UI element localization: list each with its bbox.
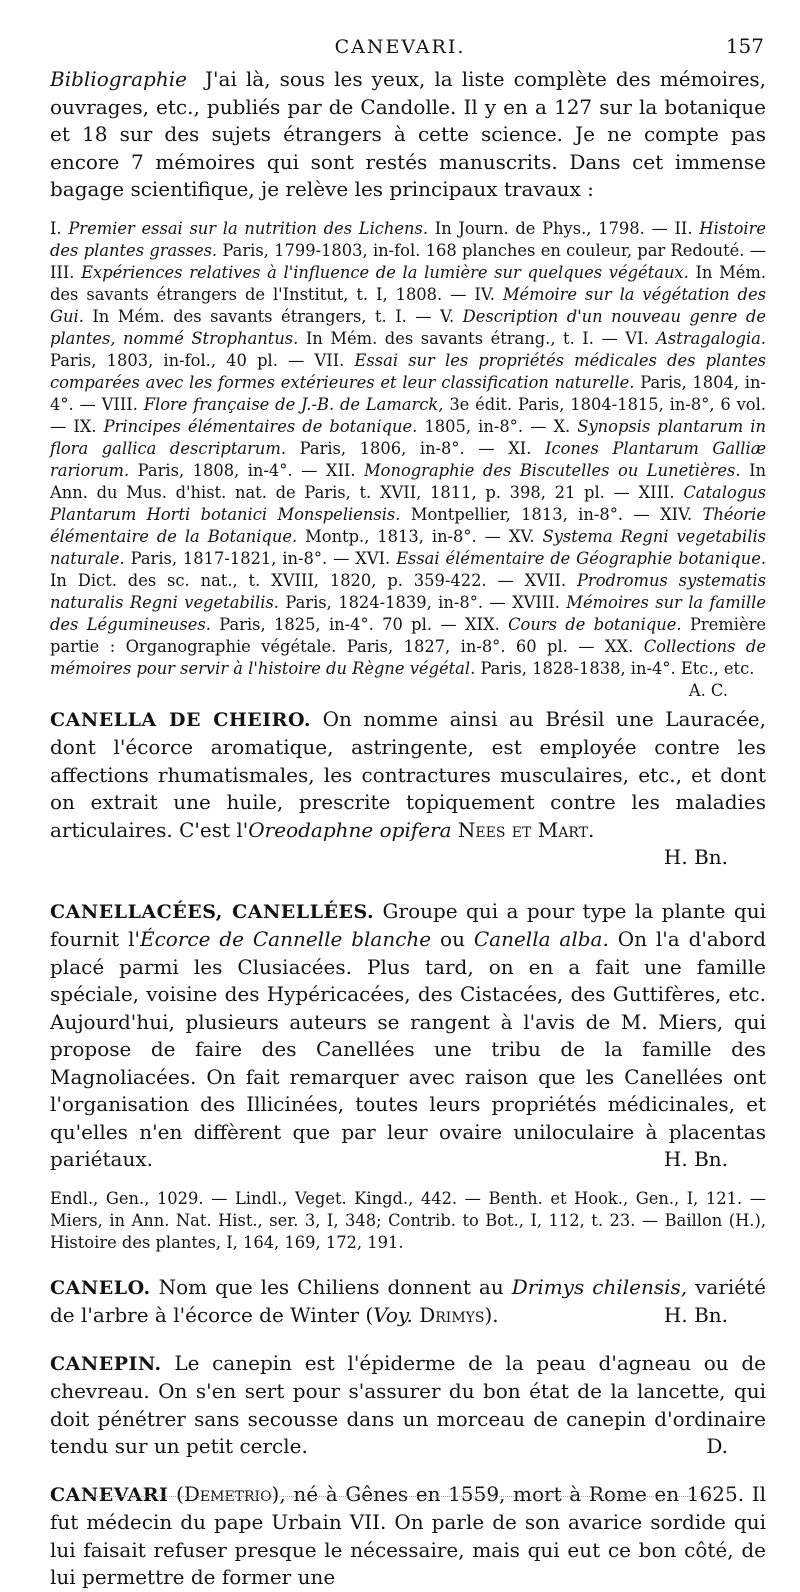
- work-details: In Dict. des sc. nat., t. XVIII, 1820, p. 359-422. —: [50, 570, 514, 590]
- work-details: Paris, 1803, in-fol., 40 pl. —: [50, 350, 305, 370]
- works-signature: A. C.: [688, 680, 728, 700]
- work-title: Théorie élémentaire de la Botanique.: [50, 504, 766, 546]
- canevari-text: né à Gênes en 1559, mort à Rome en 1625. Il fut médecin du pape Urbain VII. On parle de son avarice sordide qui lui faisait refuser presque le nécessaire, mais qui eut ce bon côté, de lui permettre de former une: [50, 1481, 766, 1589]
- headword-canepin: CANEPIN.: [50, 1352, 162, 1375]
- work-title: Histoire des plantes grasses.: [50, 218, 766, 260]
- work-details: In Ann. du Mus. d'hist. nat. de Paris, t. XVII, 1811, p. 398, 21 pl. —: [50, 460, 766, 502]
- canelo-ref: Drimys).: [412, 1303, 499, 1327]
- work-details: Montp., 1813, in-8°. —: [305, 526, 501, 546]
- work-details: Paris, 1828-1838, in-4°. Etc., etc.: [480, 658, 755, 678]
- work-number: II.: [674, 218, 693, 238]
- headword-canelo: CANELO.: [50, 1276, 151, 1299]
- canellacees-text-1: Groupe qui a pour type la plante qui fournit l': [50, 898, 767, 951]
- work-details: Première partie : Organographie végétale. Paris, 1827, in-8°. 60 pl. —: [50, 614, 767, 656]
- work-number: XII.: [325, 460, 356, 480]
- work-number: XVII.: [524, 570, 567, 590]
- canelo-signature: H. Bn.: [663, 1303, 728, 1327]
- work-title: Astragalogia.: [656, 328, 766, 348]
- canella-text: On nomme ainsi au Brésil une Lauracée, dont l'écorce aromatique, astringente, est employée contre les affections rhumatismales, les contractures musculaires, etc., et dont on extrait une huile, prescrite topiquement contre les maladies articulaires. C'est l': [50, 706, 766, 842]
- work-details: In Mém. des savants étrangers, t. I. —: [92, 306, 432, 326]
- canelo-text-1: Nom que les Chiliens donnent au: [158, 1274, 512, 1299]
- work-title: Catalogus Plantarum Horti botanici Monspeliensis.: [50, 482, 767, 524]
- work-item: [50, 219, 675, 238]
- work-number: X.: [553, 416, 571, 436]
- canellacees-references: Endl., Gen., 1029. — Lindl., Veget. Kingd., 442. — Benth. et Hook., Gen., I, 121. — Miers, in Ann. Nat. Hist., ser. 3, I, 348; Contrib. to Bot., I, 112, t. 23. — Baillon (H.), Histoire des plantes, I, 164, 169, 172, 191.: [50, 1188, 766, 1252]
- work-details: Paris, 1806, in-8°. —: [299, 438, 495, 458]
- work-number: IV.: [474, 284, 495, 304]
- canepin-text: Le canepin est l'épiderme de la peau d'agneau ou de chevreau. On s'en sert pour s'assurer du bon état de la lancette, qui doit pénétrer sans secousse dans un morceau de canepin d'ordinaire tendu sur un petit cercle.: [50, 1350, 766, 1458]
- work-item: [73, 417, 553, 436]
- bibliographie-text: J'ai là, sous les yeux, la liste complète des mémoires, ouvrages, etc., publiés par de Candolle. Il y en a 127 sur la botanique et 18 sur des sujets étrangers à cette science. Je ne compte pas encore 7 mémoires qui sont restés manuscrits. Dans cet immense bagage scientifique, je relève les principaux travaux :: [50, 67, 766, 201]
- work-number: VIII.: [101, 394, 138, 414]
- canelo-text-2: variété de l'arbre à l'écorce de Winter (: [50, 1274, 767, 1327]
- canellacees-italic-2: Canella alba.: [473, 927, 609, 951]
- work-number: XVIII.: [512, 592, 560, 612]
- canella-authors: Nees et Mart.: [457, 817, 595, 842]
- canellacees-text-3: On l'a d'abord placé parmi les Clusiacées. Plus tard, on en a fait une famille spéciale, voisine des Hypéricacées, des Cistacées, des Guttifères, etc. Aujourd'hui, plusieurs auteurs se rangent à l'avis de M. Miers, qui propose de faire des Canellées une tribu de la famille des Magnoliacées. On fait remarquer avec raison que les Canellées ont l'organisation des Illicinées, toutes leurs propriétés médicinales, et qu'elles n'en diffèrent que par leur ovaire uniloculaire à placentas pariétaux.: [50, 927, 767, 1171]
- work-details: Paris, 1799-1803, in-fol. 168 planches en couleur, par Redouté. —: [222, 240, 766, 260]
- bottom-rule: [90, 1496, 710, 1497]
- work-details: Paris, 1804, in-4°. —: [50, 372, 766, 414]
- canellacees-signature: H. Bn.: [663, 1147, 728, 1171]
- work-title: Flore française de J.-B. de Lamarck,: [143, 394, 444, 414]
- running-head: [0, 34, 800, 60]
- work-number: III.: [50, 262, 75, 282]
- work-number: XIII.: [638, 482, 675, 502]
- work-details: 3e édit. Paris, 1804-1815, in-8°, 6 vol. —: [50, 394, 766, 436]
- work-title: Cours de botanique.: [508, 614, 682, 634]
- work-number: V.: [440, 306, 455, 326]
- work-details: 1805, in-8°. —: [424, 416, 547, 436]
- work-title: Mémoire sur la végétation des Gui.: [50, 284, 766, 326]
- works-list: [50, 218, 767, 700]
- work-details: Paris, 1817-1821, in-8°. —: [130, 548, 350, 568]
- work-details: Paris, 1808, in-4°. —: [137, 460, 318, 480]
- canelo-species: Drimys chilensis,: [511, 1274, 688, 1299]
- canella-species: Oreodaphne opifera: [248, 817, 452, 842]
- work-details: Montpellier, 1813, in-8°. —: [410, 504, 650, 524]
- work-number: VII.: [314, 350, 345, 370]
- running-title: CANEVARI.: [334, 36, 466, 58]
- canelo-voy: Voy.: [373, 1303, 413, 1327]
- canella-signature: H. Bn.: [663, 845, 728, 869]
- work-number: I.: [50, 218, 62, 238]
- canepin-signature: D.: [706, 1434, 728, 1458]
- entry-canella-de-cheiro: [50, 706, 766, 845]
- work-number: IX.: [73, 416, 97, 436]
- canellacees-text-2: ou: [431, 927, 474, 951]
- work-number: XI.: [508, 438, 532, 458]
- bibliographie-label: Bibliographie: [50, 67, 187, 91]
- entry-canelo: [50, 1274, 766, 1330]
- work-details: Paris, 1825, in-4°. 70 pl. —: [219, 614, 457, 634]
- work-details: Paris, 1824-1839, in-8°. —: [285, 592, 506, 612]
- work-title: Essai élémentaire de Géographie botanique.: [396, 548, 766, 568]
- body-text: [50, 66, 766, 1592]
- headword-canellacees: CANELLACÉES, CANELLÉES.: [50, 900, 375, 923]
- work-details: In Mém. des savants étrang., t. I. —: [305, 328, 618, 348]
- entry-canellacees: [50, 898, 766, 1174]
- headword-canevari: CANEVARI: [50, 1483, 169, 1506]
- work-number: XV.: [508, 526, 535, 546]
- work-title: Expériences relatives à l'influence de la lumière sur quelques végétaux.: [81, 262, 689, 282]
- work-title: Premier essai sur la nutrition des Lichens.: [68, 218, 429, 238]
- page-number: 157: [725, 34, 764, 58]
- work-title: Icones Plantarum Galliæ rariorum.: [50, 438, 766, 480]
- work-number: VI.: [625, 328, 649, 348]
- work-title: Prodromus systematis naturalis Regni vegetabilis.: [50, 570, 766, 612]
- work-number: XVI.: [355, 548, 391, 568]
- work-title: Monographie des Biscutelles ou Lunetières.: [364, 460, 741, 480]
- work-title: Systema Regni vegetabilis naturale.: [50, 526, 767, 568]
- work-details: In Journ. de Phys., 1798. —: [434, 218, 668, 238]
- work-title: Essai sur les propriétés médicales des plantes comparées avec les formes extérieures et leur classification naturelle.: [50, 350, 766, 392]
- entry-canevari: [50, 1481, 766, 1592]
- work-number: XIX.: [464, 614, 500, 634]
- entry-canepin: [50, 1350, 766, 1461]
- work-number: XIV.: [660, 504, 693, 524]
- canellacees-italic-1: Écorce de Cannelle blanche: [140, 927, 432, 951]
- canevari-name: (Demetrio),: [176, 1481, 286, 1506]
- work-title: Synopsis plantarum in flora gallica descriptarum.: [50, 416, 766, 458]
- bibliographie-paragraph: [50, 66, 766, 204]
- work-title: Mémoires sur la famille des Légumineuses.: [50, 592, 766, 634]
- headword-canella-de-cheiro: CANELLA DE CHEIRO.: [50, 708, 312, 731]
- work-details: In Mém. des savants étrangers de l'Institut, t. I, 1808. —: [50, 262, 766, 304]
- work-title: Principes élémentaires de botanique.: [103, 416, 418, 436]
- work-title: Description d'un nouveau genre de plantes, nommé Strophantus.: [50, 306, 766, 348]
- work-title: Collections de mémoires pour servir à l'histoire du Règne végétal.: [50, 636, 766, 678]
- work-number: XX.: [604, 636, 634, 656]
